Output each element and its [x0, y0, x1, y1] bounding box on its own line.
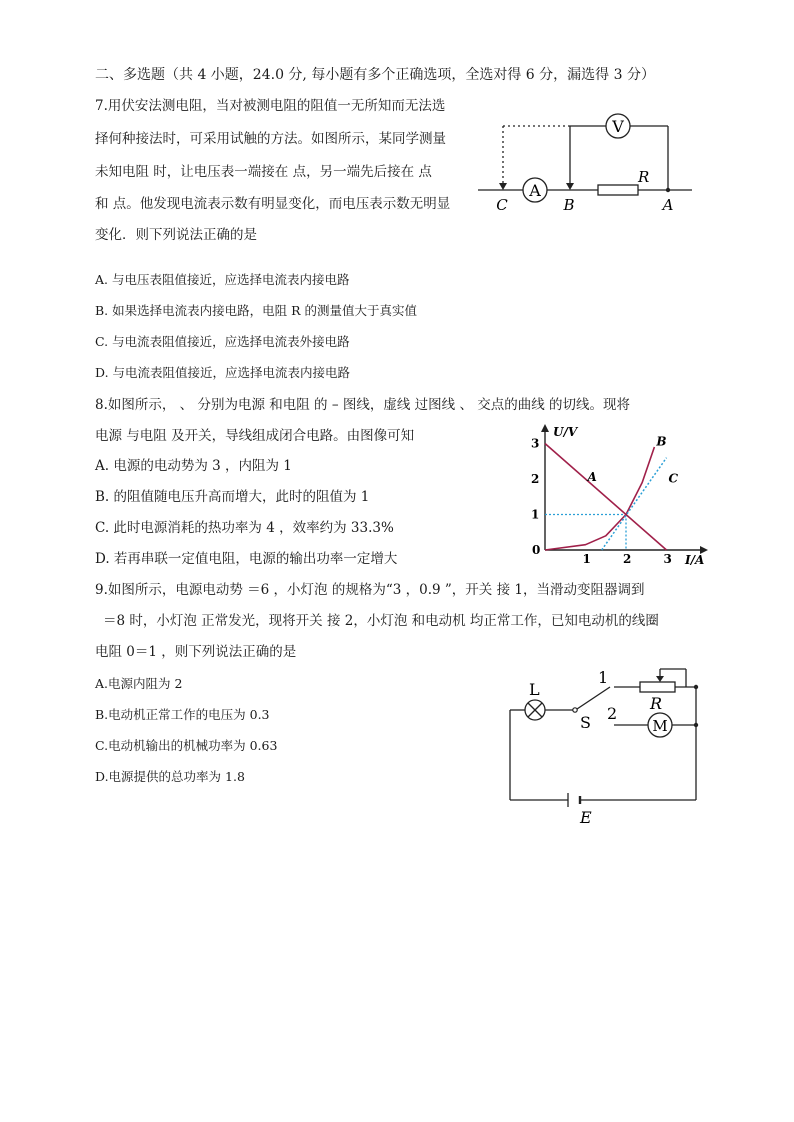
probe-c-arrow	[499, 183, 507, 190]
curve-label-b: B	[656, 434, 667, 449]
series-c-tangent	[602, 458, 667, 550]
curve-label-a: A	[587, 469, 597, 484]
y-tick-label: 2	[531, 472, 540, 486]
q8-ui-chart	[525, 422, 710, 567]
point-c-label: C	[496, 196, 508, 214]
switch-pivot	[573, 708, 577, 712]
q8-line-2: 电源 与电阻 及开关，导线组成闭合电路。由图像可知	[95, 428, 415, 444]
y-axis-arrow	[541, 424, 549, 432]
q9-option-c: C.电动机输出的机械功率为 0.63	[95, 738, 278, 753]
resistor-label: R	[638, 168, 650, 186]
q7-line-1: 7.用伏安法测电阻，当对被测电阻的阻值一无所知而无法选	[95, 98, 446, 114]
section-header: 二、多选题（共 4 小题，24.0 分, 每小题有多个正确选项，全选对得 6 分，漏选得 3 分）	[95, 67, 655, 83]
q9-line-2: ＝8 时，小灯泡 正常发光，现将开关 接 2，小灯泡 和电动机 均正常工作，已知电动机的线圈	[103, 613, 659, 629]
q7-line-5: 变化．则下列说法正确的是	[95, 227, 257, 243]
x-tick-label: 1	[582, 552, 591, 566]
ammeter-label: A	[529, 181, 541, 200]
q7-circuit-diagram	[470, 105, 700, 220]
x-tick-label: 2	[623, 552, 632, 566]
q8-option-c: C. 此时电源消耗的热功率为 4 ，效率约为 33.3%	[95, 520, 394, 536]
rheostat-label: R	[650, 694, 663, 713]
switch-pos-1: 1	[598, 668, 609, 687]
q8-option-b: B. 的阻值随电压升高而增大，此时的阻值为 1	[95, 489, 370, 505]
battery-label: E	[580, 808, 592, 827]
y-tick-label: 1	[531, 507, 540, 522]
q8-line-1: 8.如图所示， 、 分别为电源 和电阻 的 – 图线，虚线 过图线 、 交点的曲线 的切线。现将	[95, 397, 631, 413]
q7-option-a: A. 与电压表阻值接近，应选择电流表内接电路	[95, 272, 350, 287]
rheostat-slider	[656, 676, 664, 682]
resistor-icon	[598, 185, 638, 195]
y-axis-label: U/V	[553, 425, 578, 439]
q7-line-4: 和 点。他发现电流表示数有明显变化，而电压表示数无明显	[95, 196, 451, 212]
series-a-line	[545, 444, 667, 551]
curve-label-c: C	[668, 471, 679, 486]
motor-label: M	[652, 717, 668, 735]
lamp-label: L	[529, 680, 540, 699]
x-axis-label: I/A	[685, 553, 705, 567]
y-tick-label: 3	[531, 436, 540, 451]
q9-option-b: B.电动机正常工作的电压为 0.3	[95, 707, 270, 722]
q7-option-c: C. 与电流表阻值接近，应选择电流表外接电路	[95, 334, 350, 349]
point-b-label: B	[563, 196, 575, 214]
point-a-label: A	[662, 196, 674, 214]
origin-label: 0	[532, 543, 541, 557]
q9-line-3: 电阻 0＝1 ，则下列说法正确的是	[95, 644, 297, 660]
switch-blade-icon	[577, 687, 610, 709]
probe-b-arrow	[566, 183, 574, 190]
x-tick-label: 3	[663, 552, 672, 566]
series-b-curve	[545, 447, 654, 550]
switch-label: S	[580, 713, 591, 732]
q7-line-3: 未知电阻 时，让电压表一端接在 点，另一端先后接在 点	[95, 164, 432, 180]
q8-option-a: A. 电源的电动势为 3 ，内阻为 1	[95, 458, 292, 474]
q8-option-d: D. 若再串联一定值电阻，电源的输出功率一定增大	[95, 551, 398, 567]
q9-circuit-diagram	[500, 665, 710, 830]
rheostat-icon	[640, 682, 675, 692]
q9-option-d: D.电源提供的总功率为 1.8	[95, 769, 245, 784]
q7-option-b: B. 如果选择电流表内接电路，电阻 R 的测量值大于真实值	[95, 303, 417, 318]
q9-option-a: A.电源内阻为 2	[95, 676, 183, 691]
voltmeter-label: V	[612, 117, 624, 136]
q7-option-d: D. 与电流表阻值接近，应选择电流表内接电路	[95, 365, 351, 380]
q7-line-2: 择何种接法时，可采用试触的方法。如图所示，某同学测量	[95, 131, 446, 147]
q9-line-1: 9.如图所示，电源电动势 ＝6 ，小灯泡 的规格为“3 ，0.9 ”，开关 接 1，当滑动变阻器调到	[95, 582, 645, 598]
switch-pos-2: 2	[607, 704, 618, 723]
